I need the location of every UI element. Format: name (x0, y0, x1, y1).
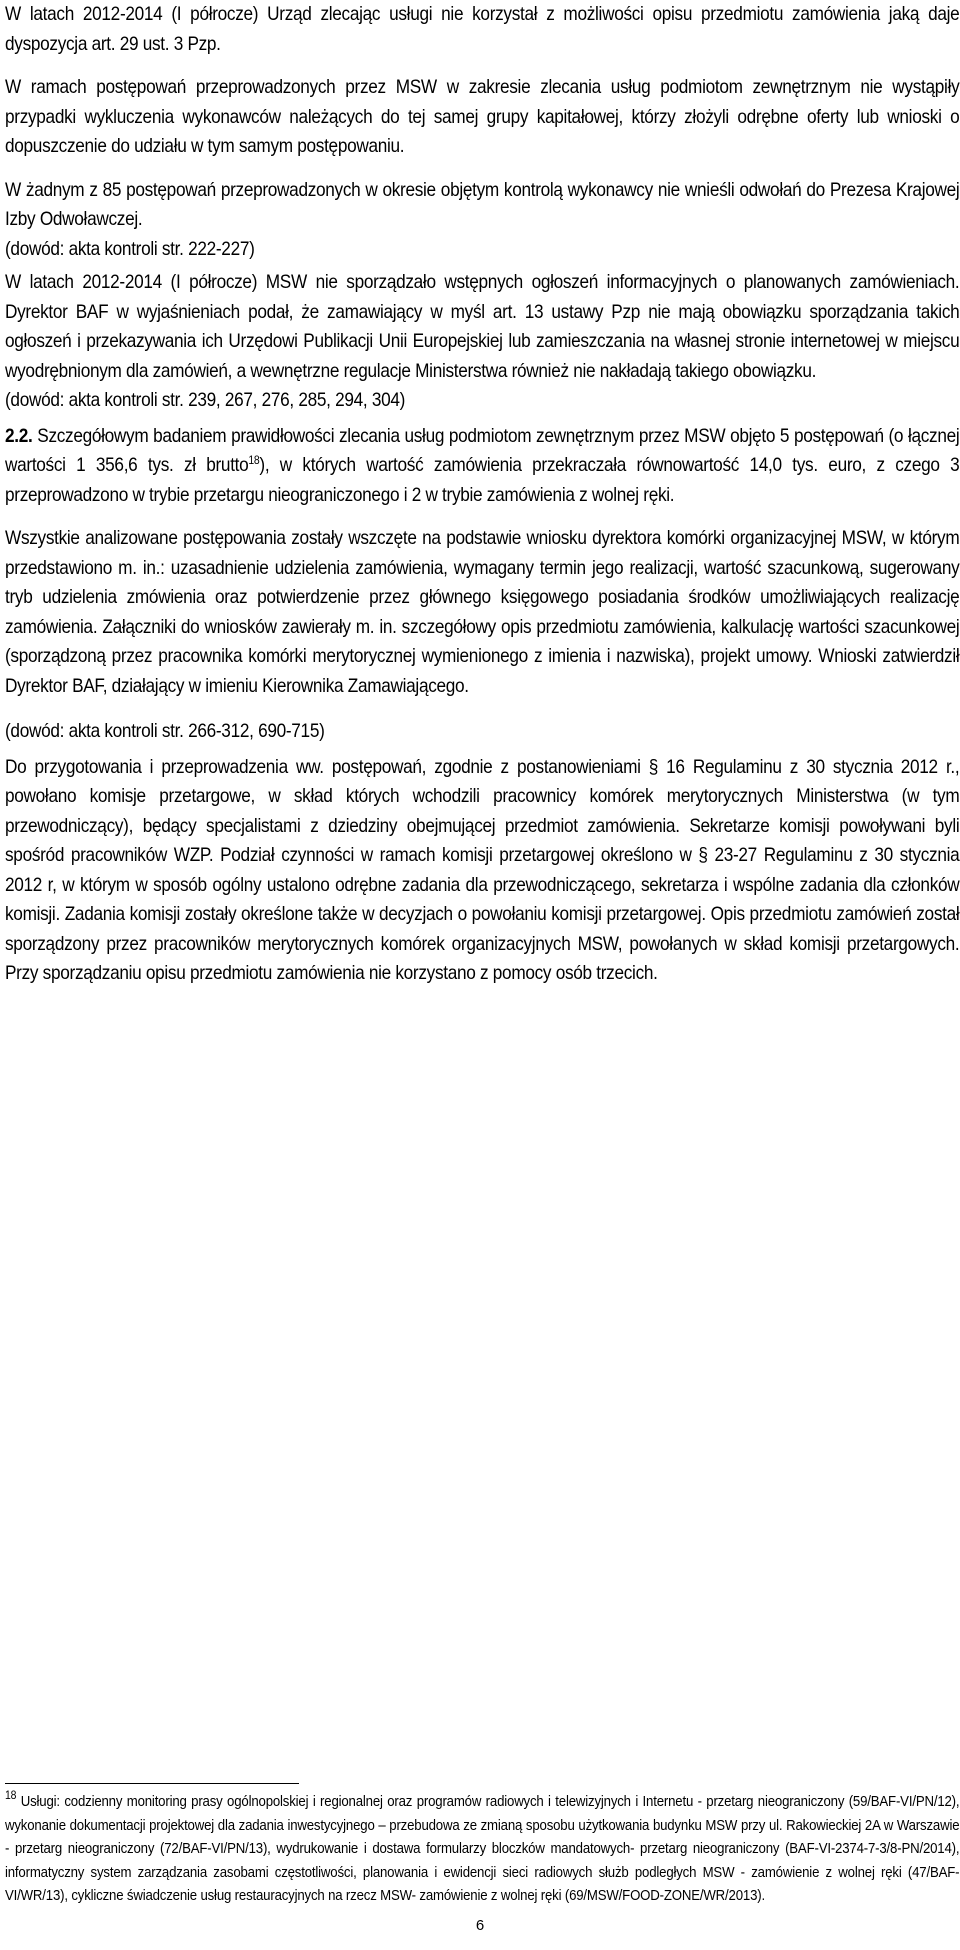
paragraph-section-2-2 (5, 422, 959, 511)
footnote-text: Usługi: codzienny monitoring prasy ogólnopolskiej i regionalnej oraz programów radiowych i telewizyjnych i Internetu - przetarg nieograniczony (59/BAF-VI/PN/12), wykonanie dokumentacji projektowej dla zadania inwestycyjnego – przebudowa ze zmianą sposobu użytkowania budynku MSW przy ul. Rakowieckiej 2A w Warszawie - przetarg nieograniczony (72/BAF-VI/PN/13), wydrukowanie i dostawa formularzy bloczków mandatowych- przetarg nieograniczony (BAF-VI-2374-7-3/8-PN/2014), informatyczny system zarządzania zasobami częstotliwości, planowania i ewidencji sieci radiowych służb podległych MSW - zamówienie z wolnej ręki (47/BAF-VI/WR/13), cykliczne świadczenie usług restauracyjnych na rzecz MSW- zamówienie z wolnej ręki (69/MSW/FOOD-ZONE/WR/2013). (5, 1793, 960, 1904)
footnote-reference: 18 (248, 453, 260, 467)
paragraph-komisje: Do przygotowania i przeprowadzenia ww. postępowań, zgodnie z postanowieniami § 16 Regulaminu z 30 stycznia 2012 r., powołano komisje przetargowe, w skład których wchodzili pracownicy komórek merytorycznych Ministerstwa (w tym przewodniczący), będący specjalistami z dziedziny obejmującej przedmiot zamówienia. Sekretarze komisji powoływani byli spośród pracowników WZP. Podział czynności w ramach komisji przetargowej określono w § 23-27 Regulaminu z 30 stycznia 2012 r, w którym w sposób ogólny ustalono odrębne zadania dla przewodniczącego, sekretarza i wspólne zadania dla członków komisji. Zadania komisji zostały określone także w decyzjach o powołaniu komisji przetargowej. Opis przedmiotu zamówień został sporządzony przez pracowników merytorycznych komórek organizacyjnych MSW, powołanych w skład komisji przetargowych. Przy sporządzaniu opisu przedmiotu zamówienia nie korzystano z pomocy osób trzecich. (5, 755, 960, 984)
paragraph-wnioski: Wszystkie analizowane postępowania zostały wszczęte na podstawie wniosku dyrektora komórki organizacyjnej MSW, w którym przedstawiono m. in.: uzasadnienie udzielenia zamówienia, wymagany termin jego realizacji, wartość szacunkową, sugerowany tryb udzielenia zmówienia oraz potwierdzenie przez głównego księgowego posiadania środków umożliwiających realizację zamówienia. Załączniki do wniosków zawierały m. in. szczegółowy opis przedmiotu zamówienia, kalkulację wartości szacunkowej (sporządzoną przez pracownika komórki merytorycznej wymienionego z imienia i nazwiska), projekt umowy. Wnioski zatwierdził Dyrektor BAF, działający w imieniu Kierownika Zamawiającego. (5, 527, 960, 697)
page-number: 6 (475, 1917, 485, 1934)
paragraph-odwolania: W żadnym z 85 postępowań przeprowadzonych w okresie objętym kontrolą wykonawcy nie wnieśli odwołań do Prezesa Krajowej Izby Odwoławczej. (5, 178, 960, 230)
section-number: 2.2. (5, 424, 33, 447)
section-2-2-text-b: ), w których wartość zamówienia przekraczała równowartość 14,0 tys. euro, z czego 3 przeprowadzono w trybie przetargu nieograniczonego i 2 w trybie zamówienia z wolnej ręki. (5, 454, 960, 506)
paragraph-opis-przedmiotu: W latach 2012-2014 (I półrocze) Urząd zlecając usługi nie korzystał z możliwości opisu przedmiotu zamówienia jaką daje dyspozycja art. 29 ust. 3 Pzp. (5, 3, 960, 55)
footnote-divider (5, 1783, 299, 1784)
paragraph-wykluczenia: W ramach postępowań przeprowadzonych przez MSW w zakresie zlecania usług podmiotom zewnętrznym nie wystąpiły przypadki wykluczenia wykonawców należących do tej samej grupy kapitałowej, którzy złożyli odrębne oferty lub wnioski o dopuszczenie do udziału w tym samym postępowaniu. (5, 76, 960, 157)
footnote-marker: 18 (5, 1788, 17, 1802)
evidence-reference-2: (dowód: akta kontroli str. 239, 267, 276, 285, 294, 304) (5, 389, 406, 411)
evidence-reference-1: (dowód: akta kontroli str. 222-227) (5, 237, 255, 260)
section-2-2-text-a: Szczegółowym badaniem prawidłowości zlecania usług podmiotom zewnętrznym przez MSW objęto 5 postępowań (o łącznej wartości 1 356,6 tys. zł brutto (5, 424, 960, 476)
evidence-reference-3: (dowód: akta kontroli str. 266-312, 690-715) (5, 720, 325, 742)
paragraph-ogloszenia: W latach 2012-2014 (I półrocze) MSW nie sporządzało wstępnych ogłoszeń informacyjnych o planowanych zamówieniach. Dyrektor BAF w wyjaśnieniach podał, że zamawiający w myśl art. 13 ustawy Pzp nie mają obowiązku sporządzania takich ogłoszeń i przekazywania ich Urzędowi Publikacji Unii Europejskiej lub zamieszczania na własnej stronie internetowej w miejscu wyodrębnionym dla zamówień, a wewnętrzne regulacje Ministerstwa również nie nakładają takiego obowiązku. (5, 271, 960, 382)
main-text (5, 0, 959, 1003)
footnote (5, 1790, 959, 1908)
